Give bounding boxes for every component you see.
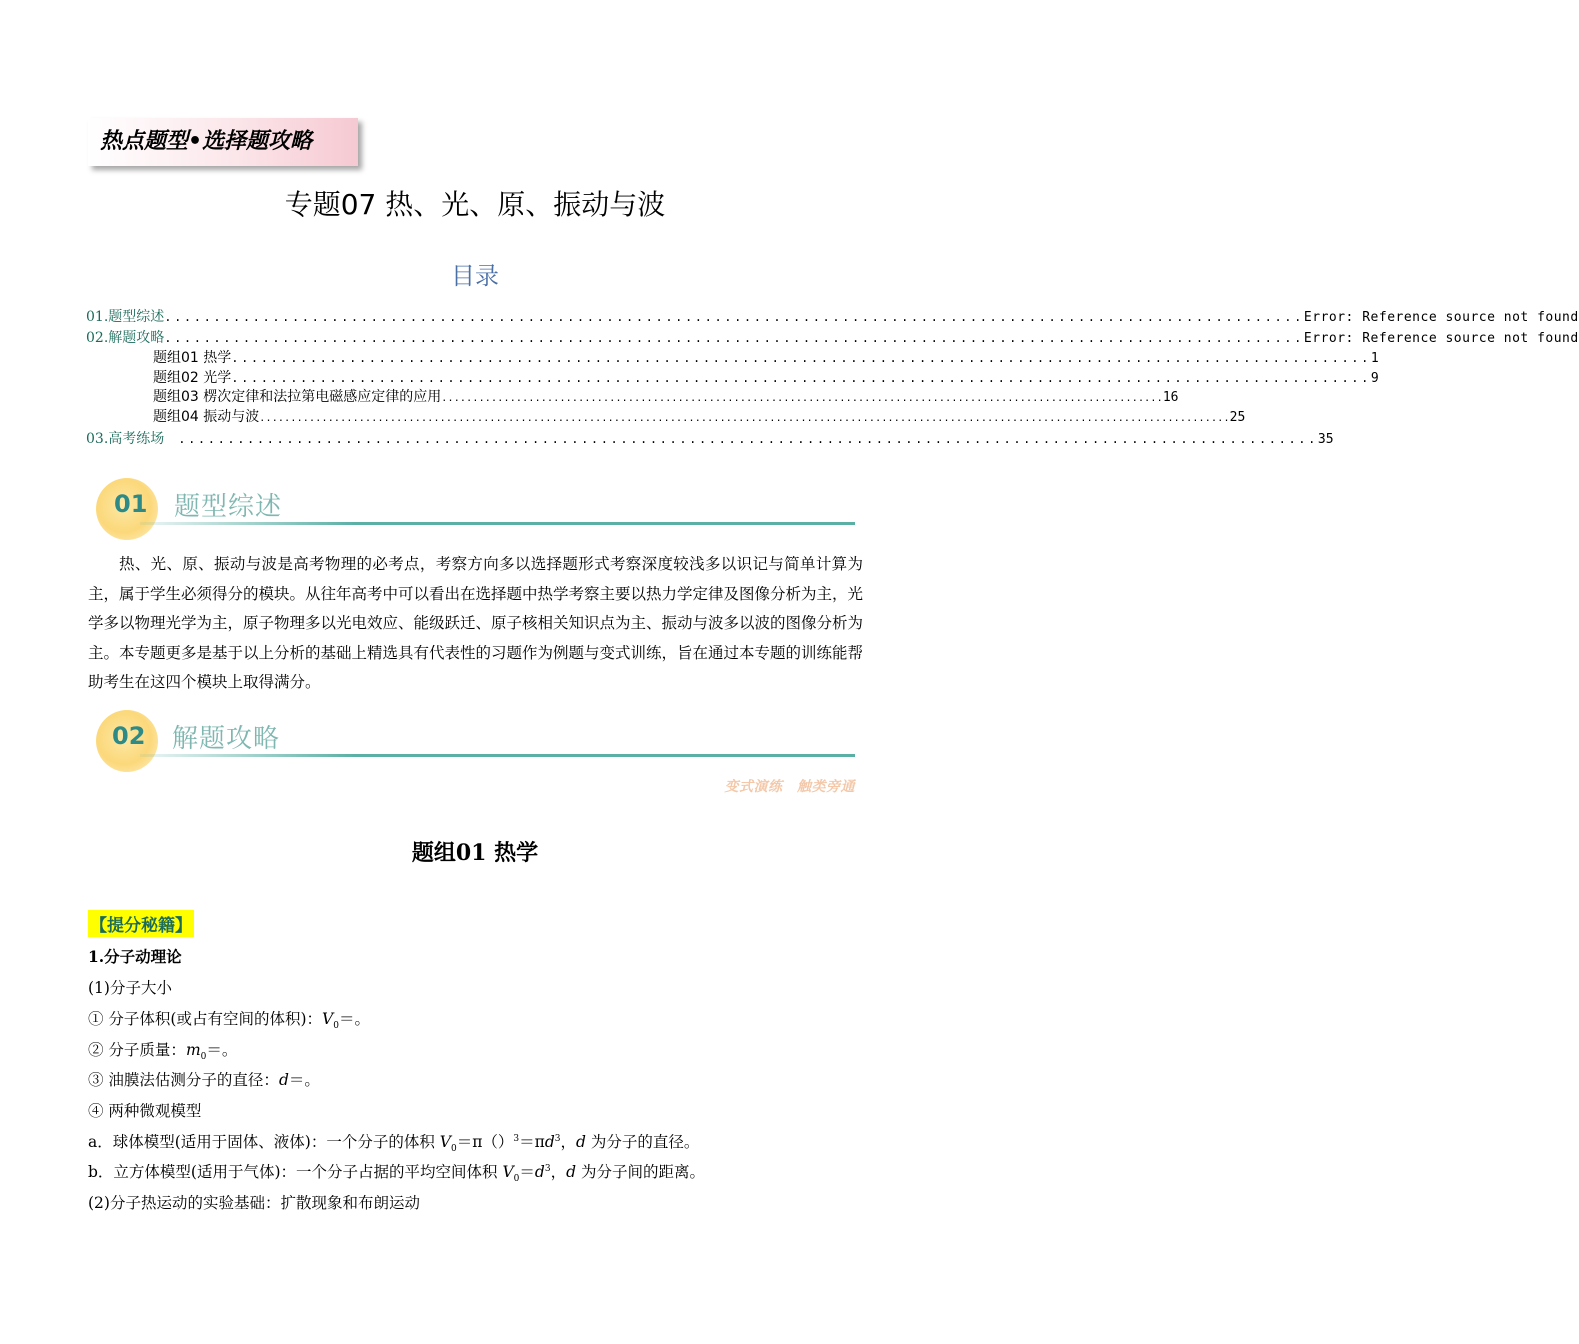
formula-text: ＝π: [519, 1133, 545, 1151]
section-number: 01: [114, 490, 148, 518]
formula-var: V: [439, 1133, 451, 1151]
model-sphere-line: [88, 1130, 699, 1154]
formula-text: 为分子间的距离。: [576, 1163, 705, 1181]
subheading-two-models: ④ 两种微观模型: [88, 1102, 202, 1120]
formula-var: d: [534, 1163, 545, 1181]
toc-entry-page: 25: [1229, 410, 1246, 425]
section-rule: [140, 522, 855, 525]
model-cube-line: [88, 1160, 705, 1184]
overview-paragraph: 热、光、原、振动与波是高考物理的必考点，考察方向多以选择题形式考察深度较浅多以识记与简单计算为主，属于学生必须得分的模块。从往年高考中可以看出在选择题中热学考察主要以热力学定律及图像分析为主，光学多以物理光学为主，原子物理多以光电效应、能级跃迁、原子核相关知识点为主、振动与波多以波的图像分析为主。本专题更多是基于以上分析的基础上精选具有代表性的习题作为例题与变式训练，旨在通过本专题的训练能帮助考生在这四个模块上取得满分。: [88, 555, 864, 691]
formula-line-mass: [88, 1038, 237, 1062]
toc-entry-label: 题组01 热学: [153, 350, 232, 366]
toc-entry-page: 1: [1370, 351, 1379, 366]
toc-entry-label: 题组02 光学: [153, 370, 232, 386]
formula-var: d: [566, 1163, 577, 1181]
formula-text: 为分子的直径。: [585, 1133, 700, 1151]
toc-entry-overview[interactable]: [86, 306, 1579, 326]
toc-leader-dots: ....................................................................................................................: [231, 371, 1371, 385]
toc-entry-label: 题组03 楞次定律和法拉第电磁感应定律的应用: [153, 389, 442, 405]
toc-entry-page: Error: Reference source not found: [1303, 310, 1579, 325]
toc-leader-dots: ....................................................................................................................: [441, 393, 1163, 404]
formula-sub: 0: [200, 1052, 207, 1063]
toc-entry-label: 题组04 振动与波: [153, 409, 260, 425]
toc-leader-dots: ....................................................................................................................: [164, 331, 1304, 345]
toc-entry-group-04[interactable]: [153, 406, 1246, 426]
formula-text: ① 分子体积(或占有空间的体积)：: [88, 1010, 323, 1028]
toc-entry-group-02[interactable]: [153, 367, 1379, 387]
section-header-strategy: [90, 708, 855, 778]
formula-sub: 0: [333, 1021, 339, 1032]
formula-text: a．球体模型(适用于固体、液体)：一个分子的体积: [88, 1133, 440, 1151]
toc-leader-dots: ....................................................................................................................: [231, 351, 1371, 365]
formula-text: ＝。: [338, 1010, 370, 1028]
toc-leader-dots: ....................................................................................................................: [178, 432, 1318, 446]
formula-var: V: [502, 1163, 514, 1181]
toc-entry-page: 16: [1162, 390, 1179, 405]
formula-text: ② 分子质量：: [88, 1041, 186, 1059]
formula-sup: 3: [554, 1133, 561, 1144]
toc-entry-strategy[interactable]: [86, 327, 1579, 347]
toc-entry-label: 03.高考练场: [86, 431, 165, 447]
formula-var: V: [322, 1010, 334, 1028]
toc-entry-label: 01.题型综述: [86, 309, 165, 325]
group-title: 题组01 热学: [411, 840, 539, 866]
formula-sup: 3: [513, 1133, 520, 1144]
toc-entry-group-03[interactable]: [153, 386, 1179, 406]
toc-entry-page: 9: [1370, 371, 1379, 386]
formula-text: ＝π（）: [456, 1133, 514, 1151]
section-header-overview: [90, 476, 855, 546]
section-title: 题型综述: [174, 492, 283, 522]
formula-text: ③ 油膜法估测分子的直径：: [88, 1071, 279, 1089]
formula-var: d: [576, 1133, 586, 1151]
formula-var: m: [185, 1041, 201, 1059]
toc-entry-practice[interactable]: [86, 428, 1334, 448]
toc-leader-dots: ....................................................................................................................: [164, 310, 1304, 324]
formula-line-diameter: [88, 1068, 320, 1090]
toc-entry-group-01[interactable]: [153, 347, 1379, 367]
topic-badge-text: 热点题型•选择题攻略: [100, 129, 313, 154]
toc-entry-page: Error: Reference source not found: [1303, 331, 1579, 346]
formula-sup: 3: [544, 1163, 551, 1174]
formula-sub: 0: [450, 1144, 457, 1155]
section-title: 解题攻略: [172, 724, 281, 754]
document-title: 专题07 热、光、原、振动与波: [284, 188, 666, 221]
formula-text: ，: [560, 1133, 576, 1151]
toc-leader-dots: ............................................................................................................................................................: [259, 413, 1230, 424]
section-number: 02: [112, 722, 146, 750]
toc-heading: 目录: [451, 262, 499, 290]
subheading-molecule-size: (1)分子大小: [88, 979, 172, 997]
section-tagline: 变式演练 触类旁通: [724, 779, 855, 795]
formula-text: ，: [550, 1163, 567, 1181]
formula-line-volume: [88, 1007, 370, 1031]
formula-var: d: [544, 1133, 555, 1151]
subheading-thermal-motion: (2)分子热运动的实验基础：扩散现象和布朗运动: [88, 1194, 420, 1212]
tip-label: 【提分秘籍】: [88, 910, 194, 937]
toc-entry-page: 35: [1317, 432, 1334, 447]
heading-molecular-theory: 1.分子动理论: [88, 947, 182, 966]
formula-text: ＝。: [288, 1071, 320, 1089]
formula-sub: 0: [513, 1174, 520, 1185]
formula-text: ＝: [519, 1163, 535, 1181]
section-rule: [140, 754, 855, 757]
topic-badge: [88, 118, 358, 166]
formula-text: b．立方体模型(适用于气体)：一个分子占据的平均空间体积: [88, 1163, 503, 1181]
formula-text: ＝。: [206, 1041, 238, 1059]
toc-entry-label: 02.解题攻略: [86, 330, 165, 346]
formula-var: d: [278, 1071, 289, 1089]
